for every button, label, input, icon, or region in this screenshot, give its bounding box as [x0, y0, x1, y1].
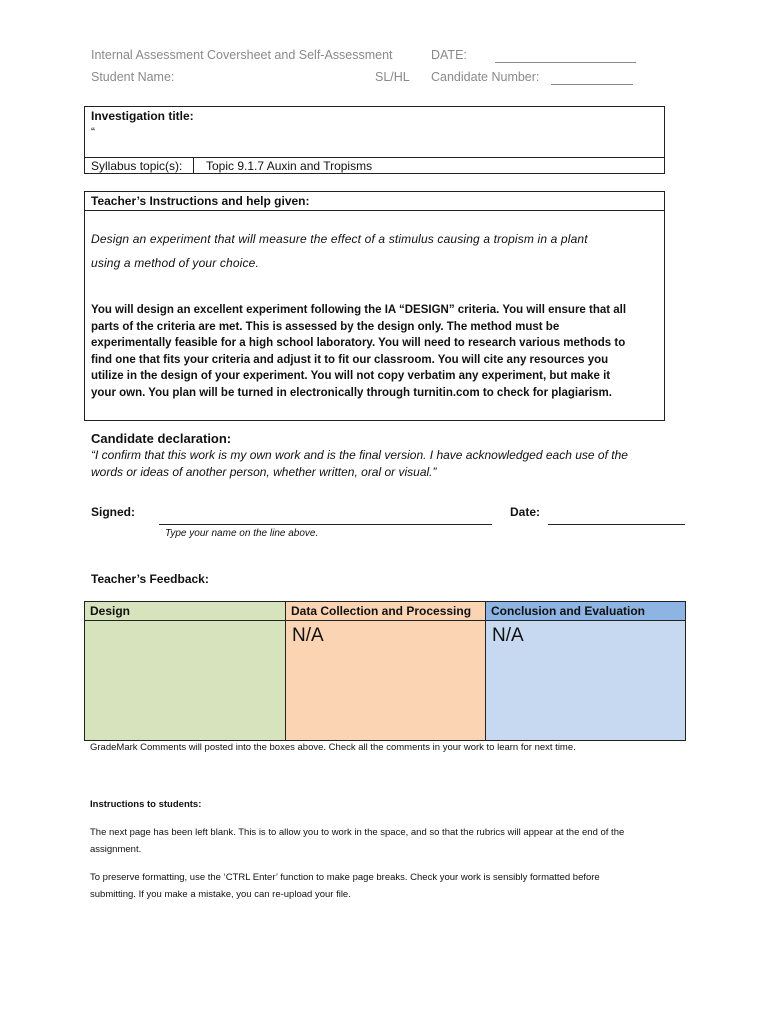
syllabus-label: Syllabus topic(s):: [91, 159, 183, 173]
level-label: SL/HL: [375, 70, 410, 84]
investigation-title-value[interactable]: “: [91, 125, 95, 139]
investigation-box: [84, 106, 665, 174]
syllabus-value: Topic 9.1.7 Auxin and Tropisms: [206, 159, 373, 173]
declaration-line1: “I confirm that this work is my own work and is the final version. I have acknowledged each use of the: [91, 448, 628, 462]
feedback-heading: Teacher’s Feedback:: [91, 572, 209, 586]
instructions-heading: Teacher’s Instructions and help given:: [91, 194, 310, 208]
instructions-body-line: your own. You plan will be turned in electronically through turnitin.com to check for plagiarism.: [91, 386, 612, 399]
student-instructions-para2-line2: submitting. If you make a mistake, you can re-upload your file.: [90, 889, 351, 900]
signed-label: Signed:: [91, 505, 135, 519]
instructions-prompt-line2: using a method of your choice.: [91, 256, 259, 270]
feedback-ce-label: Conclusion and Evaluation: [491, 604, 646, 618]
signature-line[interactable]: [159, 524, 492, 525]
feedback-design-header: [85, 602, 286, 621]
grademark-note: GradeMark Comments will posted into the boxes above. Check all the comments in your work to learn for next time.: [90, 742, 576, 753]
instructions-body: [91, 302, 666, 401]
instructions-divider: [85, 210, 664, 211]
feedback-ce-header: [486, 602, 685, 621]
instructions-body-line: utilize in the design of your experiment. You will not copy verbatim any experiment, but make it: [91, 370, 611, 382]
instructions-body-line: parts of the criteria are met. This is assessed by the design only. The method must be: [91, 320, 560, 333]
student-instructions-para1-line1: The next page has been left blank. This is to allow you to work in the space, and so that the rubrics will appear at the end of the: [90, 827, 625, 838]
instructions-box: [84, 191, 665, 421]
student-instructions-heading: Instructions to students:: [90, 799, 202, 810]
date-label: DATE:: [431, 48, 467, 62]
feedback-design-label: Design: [90, 604, 131, 618]
student-instructions-para2-line1: To preserve formatting, use the ‘CTRL Enter’ function to make page breaks. Check your work is sensibly formatted before: [90, 872, 600, 883]
student-name-label: Student Name:: [91, 70, 175, 84]
feedback-ce-cell[interactable]: [486, 621, 685, 740]
declaration-heading: Candidate declaration:: [91, 431, 232, 446]
syllabus-cell-divider: [193, 157, 194, 173]
instructions-body-line: You will design an excellent experiment following the IA “DESIGN” criteria. You will ensure that all: [91, 304, 627, 316]
declaration-date-line[interactable]: [548, 524, 685, 525]
instructions-body-line: find one that fits your criteria and adjust it to fit our classroom. You will cite any resources you: [91, 353, 609, 366]
declaration-line2: words or ideas of another person, whether written, oral or visual.”: [91, 465, 437, 479]
feedback-table: [84, 601, 686, 741]
feedback-dcp-cell[interactable]: [286, 621, 486, 740]
candidate-number-label: Candidate Number:: [431, 70, 540, 84]
document-title: Internal Assessment Coversheet and Self-Assessment: [91, 48, 393, 62]
signature-hint: Type your name on the line above.: [165, 528, 319, 539]
syllabus-divider: [85, 157, 664, 158]
candidate-number-line[interactable]: [551, 72, 633, 85]
feedback-dcp-header: [286, 602, 486, 621]
instructions-body-line: experimentally feasible for a high school laboratory. You will need to research various methods to: [91, 337, 626, 349]
feedback-design-cell[interactable]: [85, 621, 286, 740]
date-line[interactable]: [495, 50, 636, 63]
feedback-ce-value: N/A: [492, 625, 524, 646]
instructions-prompt-line1: Design an experiment that will measure the effect of a stimulus causing a tropism in a plant: [91, 232, 588, 246]
feedback-dcp-value: N/A: [292, 625, 324, 646]
student-instructions-para1-line2: assignment.: [90, 844, 142, 855]
feedback-dcp-label: Data Collection and Processing: [291, 604, 472, 618]
declaration-date-label: Date:: [510, 505, 541, 519]
investigation-title-label: Investigation title:: [91, 109, 194, 123]
